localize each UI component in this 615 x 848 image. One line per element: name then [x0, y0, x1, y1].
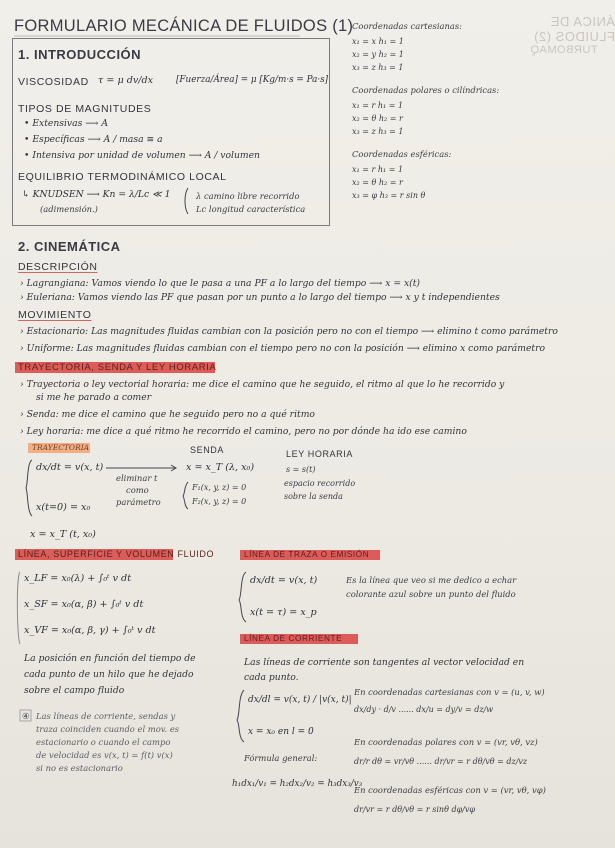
lineas-desc: La posición en función del tiempo de [24, 653, 196, 664]
corriente-polar-eq: dr/r dθ = vr/vθ ...... dr/vr = r dθ/vθ = dz/vz [354, 757, 528, 766]
trayectoria-eq2: x(t=0) = x₀ [36, 502, 91, 513]
trayectoria-solution: x = x_T (t, x₀) [30, 529, 96, 540]
cart-coord-row: x₂ = y h₂ = 1 [352, 50, 404, 59]
senda-f1: F₁(x, y, z) = 0 [192, 483, 247, 492]
lineas-note: estacionario o cuando el campo [36, 737, 171, 747]
trayectoria-label: TRAYECTORIA [32, 443, 90, 452]
ley-horaria-desc: sobre la senda [284, 492, 343, 501]
tipo-item: • Específicas ⟶ A / masa ≡ a [24, 134, 163, 145]
traza-eq2: x(t = τ) = x_p [250, 607, 317, 618]
viscosidad-formula: τ = μ dv/dx [98, 75, 154, 86]
bleed-through-text: ÁNICA DE FLUIDOS (2) [533, 14, 615, 44]
eliminar-note: parámetro [116, 497, 161, 507]
trayectoria-line: › Senda: me dice el camino que he seguido pero no a qué ritmo [20, 409, 315, 420]
lineas-heading: LÍNEA, SUPERFICIE Y VOLUMEN FLUIDO [18, 549, 215, 559]
cinematica-heading: 2. CINEMÁTICA [18, 239, 121, 254]
ley-horaria-desc: espacio recorrido [284, 479, 356, 488]
cart-coord-row: x₃ = z h₃ = 1 [352, 63, 404, 72]
eliminar-note: eliminar t [116, 473, 158, 483]
viscosidad-label: VISCOSIDAD [18, 76, 89, 88]
ley-horaria-label: LEY HORARIA [286, 449, 353, 459]
trayectoria-line: › Trayectoria o ley vectorial horaria: me dice el camino que he seguido, el ritmo al que lo he recorrido y [20, 379, 505, 390]
senda-f2: F₂(x, y, z) = 0 [192, 497, 247, 506]
trayectoria-line: si me he parado a comer [36, 392, 152, 403]
page-title: FORMULARIO MECÁNICA DE FLUIDOS (1) [14, 17, 354, 35]
traza-desc: colorante azul sobre un punto del fluido [346, 589, 516, 599]
esf-coord-row: x₂ = θ h₂ = r [352, 178, 403, 187]
lineas-desc: cada punto de un hilo que he dejado [24, 669, 194, 680]
traza-eq1: dx/dt = v(x, t) [250, 575, 318, 586]
corriente-eq1: dx/dl = v(x, t) / |v(x, t)| [248, 695, 352, 705]
eliminar-note: como [126, 485, 149, 495]
formula-general-label: Fórmula general: [244, 753, 318, 763]
tipos-heading: TIPOS DE MAGNITUDES [18, 103, 152, 115]
viscosidad-units: [Fuerza/Área] = μ [Kg/m·s = Pa·s] [176, 75, 329, 85]
corriente-cart-eq: dx/dy · d/v ...... dx/u = dy/v = dz/w [354, 705, 494, 714]
polar-coord-row: x₃ = z h₃ = 1 [352, 127, 404, 136]
lineas-note: si no es estacionario [36, 763, 123, 773]
intro-heading: 1. INTRODUCCIÓN [18, 47, 142, 62]
tipo-item: • Intensiva por unidad de volumen ⟶ A / volumen [24, 150, 260, 161]
volumen-fluido-eq: x_VF = x₀(α, β, γ) + ∫₀ᵗ v dt [24, 625, 156, 636]
descripcion-heading: DESCRIPCIÓN [18, 261, 98, 273]
movimiento-line: › Uniforme: Las magnitudes fluidas cambian con el tiempo pero no con la posición ⟶ elimino x como parámetro [20, 343, 546, 354]
lc-definition: Lc longitud característica [196, 204, 306, 214]
trayectoria-line: › Ley horaria: me dice a qué ritmo he recorrido el camino, pero no por dónde ha ido ese camino [20, 426, 467, 437]
corriente-intro: cada punto. [244, 672, 299, 683]
lineas-desc: sobre el campo fluido [24, 685, 125, 696]
polar-coords-heading: Coordenadas polares o cilíndricas: [352, 85, 500, 95]
bleed-through-text-2: TURBOMAQ [530, 44, 598, 56]
note-mark: ④ [22, 711, 30, 721]
descripcion-line: › Euleriana: Vamos viendo las PF que pasan por un punto a lo largo del tiempo ⟶ x y t independientes [20, 292, 500, 303]
corriente-eq2: x = x₀ en l = 0 [248, 727, 314, 737]
corriente-intro: Las líneas de corriente son tangentes al vector velocidad en [244, 657, 525, 668]
ley-horaria-eq: s = s(t) [286, 465, 316, 474]
corriente-polar-line: En coordenadas polares con v = (vr, vθ, vz) [354, 737, 538, 747]
knudsen-formula: ↳ KNUDSEN ⟶ Kn = λ/Lc ≪ 1 [22, 189, 171, 200]
corriente-cart-line: En coordenadas cartesianas con v = (u, v, w) [354, 687, 545, 697]
polar-coord-row: x₂ = θ h₂ = r [352, 114, 403, 123]
cart-coords-heading: Coordenadas cartesianas: [352, 21, 462, 31]
lineas-note: traza coinciden cuando el mov. es [36, 724, 180, 734]
esf-coord-row: x₁ = r h₁ = 1 [352, 165, 404, 174]
equilibrio-heading: EQUILIBRIO TERMODINÁMICO LOCAL [18, 171, 227, 183]
lambda-definition: λ camino libre recorrido [196, 191, 300, 201]
cart-coord-row: x₁ = x h₁ = 1 [352, 37, 404, 46]
esf-coords-heading: Coordenadas esféricas: [352, 149, 452, 159]
corriente-esf-line: En coordenadas esféricas con v = (vr, vθ, vφ) [354, 785, 546, 795]
formula-general-eq: h₁dx₁/v₁ = h₂dx₂/v₂ = h₃dx₃/v₃ [232, 779, 363, 789]
adimension-note: (adimensión.) [40, 204, 98, 214]
tipo-item: • Extensivas ⟶ A [24, 118, 108, 129]
descripcion-line: › Lagrangiana: Vamos viendo lo que le pasa a una PF a lo largo del tiempo ⟶ x = x(t) [20, 278, 421, 289]
traza-desc: Es la línea que veo si me dedico a echar [346, 575, 517, 585]
movimiento-heading: MOVIMIENTO [18, 309, 92, 321]
lineas-note: Las líneas de corriente, sendas y [36, 711, 176, 721]
corriente-esf-eq: dr/vr = r dθ/vθ = r sinθ dφ/vφ [354, 805, 475, 814]
lineas-note: de velocidad es v(x, t) = f(t) v(x) [36, 750, 173, 760]
polar-coord-row: x₁ = r h₁ = 1 [352, 101, 404, 110]
senda-label: SENDA [190, 445, 225, 455]
movimiento-line: › Estacionario: Las magnitudes fluidas cambian con la posición pero no con el tiempo ⟶ elimino t como parámetro [20, 326, 558, 337]
esf-coord-row: x₃ = φ h₃ = r sin θ [352, 191, 426, 200]
superficie-fluida-eq: x_SF = x₀(α, β) + ∫₀ᵗ v dt [24, 599, 144, 610]
corriente-heading: LÍNEA DE CORRIENTE [244, 634, 343, 643]
traza-heading: LÍNEA DE TRAZA O EMISIÓN [244, 550, 370, 559]
senda-eq: x = x_T (λ, x₀) [186, 462, 255, 473]
trayectoria-heading: TRAYECTORIA, SENDA Y LEY HORARIA [18, 362, 217, 373]
linea-fluida-eq: x_LF = x₀(λ) + ∫₀ᵗ v dt [24, 573, 132, 584]
trayectoria-eq1: dx/dt = v(x, t) [36, 462, 104, 473]
